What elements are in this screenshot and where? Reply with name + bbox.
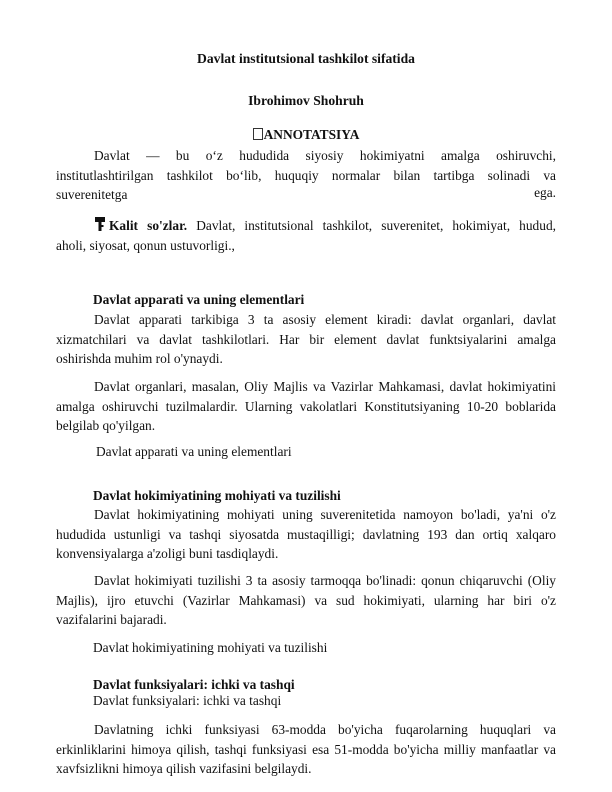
paragraph-line: hududida ustunligi va tashqi siyosatda mustaqilligi; davlatning 193 dan ortiq xalqaro — [56, 526, 556, 542]
keywords-label: Kalit so'zlar. — [109, 218, 188, 233]
annotation-line: Davlat — bu o‘z hududida siyosiy hokimiyatni amalga oshiruvchi, — [94, 148, 556, 163]
section1-paragraph1 — [56, 310, 556, 369]
annotation-line: suverenitetga — [56, 187, 128, 202]
section-heading: Davlat hokimiyatining mohiyati va tuzilishi — [93, 488, 341, 503]
section2-paragraph1 — [56, 505, 556, 564]
annotation-paragraph — [56, 146, 556, 205]
paragraph-line: konvensiyalarga a'zoligi buni tasdiqlaydi. — [56, 546, 279, 561]
section2-caption: Davlat hokimiyatining mohiyati va tuzilishi — [93, 640, 328, 655]
keywords-line — [56, 216, 556, 236]
paragraph-line: amalga oshiruvchi tuzilmalardir. Ularning vakolatlari Konstitutsiyaning 10-20 boblarida — [56, 398, 556, 414]
paragraph-line: erkinliklarini himoya qilish, tashqi funksiyasi esa 51-modda bo'yicha milliy manfaatlar va — [56, 741, 556, 757]
paragraph-line: xavfsizlikni himoya qilish vazifasini belgilaydi. — [56, 761, 312, 776]
paragraph-line: xizmatchilari va davlat tashkilotlari. Har bir element davlat funktsiyalarini amalga — [56, 331, 556, 347]
keywords-text: Davlat, institutsional tashkilot, suverenitet, hokimiyat, hudud, — [196, 218, 556, 233]
paragraph-line: Davlat organlari, masalan, Oliy Majlis va Vazirlar Mahkamasi, davlat hokimiyatini — [94, 379, 556, 394]
square-icon — [253, 128, 263, 140]
section-heading: Davlat funksiyalari: ichki va tashqi — [93, 677, 295, 692]
keywords-line: aholi, siyosat, qonun ustuvorligi., — [56, 237, 235, 253]
paragraph-line: vazifalarini bajaradi. — [56, 612, 167, 627]
paragraph-line: oshirishda muhim rol o'ynaydi. — [56, 351, 223, 366]
document-author: Ibrohimov Shohruh — [248, 93, 364, 108]
annotation-line: institutlashtirilgan tashkilot bo‘lib, huquqiy normalar bilan tartibga solinadi va — [56, 167, 556, 183]
section-heading: Davlat apparati va uning elementlari — [93, 292, 305, 307]
section2-paragraph2 — [56, 571, 556, 630]
paragraph-line: belgilab qo'yilgan. — [56, 418, 156, 433]
annotation-heading-text: ANNOTATSIYA — [263, 127, 360, 142]
key-icon — [94, 217, 106, 231]
keywords-paragraph — [56, 216, 556, 255]
section1-paragraph2 — [56, 377, 556, 436]
annotation-heading — [0, 127, 612, 143]
paragraph-line: Davlat apparati tarkibiga 3 ta asosiy element kiradi: davlat organlari, davlat — [94, 312, 556, 327]
paragraph-line: Majlis), ijro etuvchi (Vazirlar Mahkamasi) va sud hokimiyati, ularning har biri o'z — [56, 592, 556, 608]
section3-paragraph1 — [56, 720, 556, 779]
document-title: Davlat institutsional tashkilot sifatida — [197, 51, 415, 66]
section1-caption: Davlat apparati va uning elementlari — [96, 444, 292, 459]
paragraph-line: Davlatning ichki funksiyasi 63-modda bo'yicha fuqarolarning huquqlari va — [94, 722, 556, 737]
paragraph-line: Davlat hokimiyatining mohiyati uning suverenitetida namoyon bo'ladi, ya'ni o'z — [94, 507, 556, 522]
section3-subheading: Davlat funksiyalari: ichki va tashqi — [93, 693, 282, 708]
annotation-last-word: ega. — [534, 185, 556, 200]
paragraph-line: Davlat hokimiyati tuzilishi 3 ta asosiy tarmoqqa bo'linadi: qonun chiqaruvchi (Oliy — [94, 573, 556, 588]
